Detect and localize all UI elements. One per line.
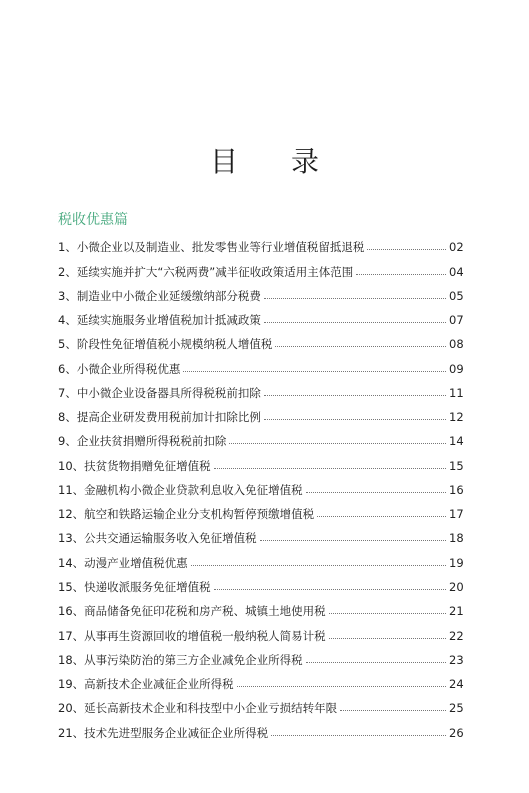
toc-item-title: 航空和铁路运输企业分支机构暂停预缴增值税 [84, 507, 315, 522]
toc-leader-dots [317, 516, 446, 517]
toc-item[interactable] [58, 254, 463, 278]
toc-item-number: 7、 [58, 385, 77, 400]
toc-item-title: 小微企业所得税优惠 [76, 361, 181, 376]
toc-item-number: 2、 [58, 264, 77, 279]
toc-item-number: 21、 [58, 725, 85, 740]
toc-item-title: 公共交通运输服务收入免征增值税 [84, 531, 257, 546]
toc-item-page: 22 [449, 628, 464, 643]
toc-item[interactable] [58, 497, 463, 521]
toc-leader-dots [214, 468, 446, 469]
toc-item-number: 11、 [58, 482, 85, 497]
toc-item-page: 16 [449, 482, 464, 497]
toc-item[interactable] [58, 400, 463, 424]
toc-item[interactable] [58, 230, 463, 254]
toc-item-number: 8、 [58, 410, 77, 425]
toc-item-title: 从事再生资源回收的增值税一般纳税人简易计税 [84, 628, 326, 643]
toc-item-title: 阶段性免征增值税小规模纳税人增值税 [76, 337, 273, 352]
toc-item-page: 14 [449, 434, 464, 449]
toc-item-page: 21 [449, 604, 464, 619]
toc-item[interactable] [58, 473, 463, 497]
table-of-contents [58, 230, 463, 740]
toc-item-page: 17 [449, 507, 464, 522]
toc-item[interactable] [58, 667, 463, 691]
toc-item-number: 16、 [58, 604, 85, 619]
toc-item-page: 02 [449, 240, 464, 255]
toc-item-number: 15、 [58, 579, 85, 594]
toc-item-page: 12 [449, 410, 464, 425]
toc-leader-dots [183, 371, 446, 372]
toc-leader-dots [264, 395, 446, 396]
toc-item-title: 延续实施并扩大“六税两费”减半征收政策适用主体范围 [76, 264, 354, 279]
toc-leader-dots [191, 565, 446, 566]
toc-item-title: 中小微企业设备器具所得税税前扣除 [76, 385, 261, 400]
toc-item-number: 4、 [58, 313, 77, 328]
toc-leader-dots [264, 298, 446, 299]
toc-leader-dots [367, 249, 446, 250]
toc-item-title: 金融机构小微企业贷款利息收入免征增值税 [84, 482, 303, 497]
toc-item-number: 12、 [58, 507, 85, 522]
toc-item-page: 09 [449, 361, 464, 376]
toc-item-page: 24 [449, 677, 464, 692]
toc-item-number: 6、 [58, 361, 77, 376]
toc-item[interactable] [58, 594, 463, 618]
toc-item-number: 18、 [58, 652, 85, 667]
toc-item-title: 提高企业研发费用税前加计扣除比例 [76, 410, 261, 425]
toc-item[interactable] [58, 521, 463, 545]
toc-item-title: 扶贫货物捐赠免征增值税 [84, 458, 211, 473]
toc-item-number: 1、 [58, 240, 77, 255]
toc-item[interactable] [58, 424, 463, 448]
toc-leader-dots [340, 710, 446, 711]
toc-item-page: 18 [449, 531, 464, 546]
toc-item[interactable] [58, 327, 463, 351]
toc-item-title: 制造业中小微企业延缓缴纳部分税费 [76, 288, 261, 303]
toc-item[interactable] [58, 643, 463, 667]
toc-item-page: 23 [449, 652, 464, 667]
toc-leader-dots [237, 686, 446, 687]
toc-leader-dots [229, 443, 446, 444]
toc-item-page: 15 [449, 458, 464, 473]
toc-leader-dots [264, 419, 446, 420]
toc-item-number: 9、 [58, 434, 77, 449]
toc-leader-dots [271, 735, 446, 736]
toc-leader-dots [264, 322, 446, 323]
toc-leader-dots [306, 662, 446, 663]
toc-item-page: 25 [449, 701, 464, 716]
toc-leader-dots [329, 638, 446, 639]
toc-item-page: 11 [449, 385, 464, 400]
toc-item[interactable] [58, 691, 463, 715]
toc-item[interactable] [58, 618, 463, 642]
toc-item[interactable] [58, 351, 463, 375]
toc-item-number: 17、 [58, 628, 85, 643]
toc-leader-dots [275, 346, 446, 347]
toc-item-title: 延续实施服务业增值税加计抵减政策 [76, 313, 261, 328]
toc-item[interactable] [58, 448, 463, 472]
toc-item-page: 05 [449, 288, 464, 303]
toc-item-title: 企业扶贫捐赠所得税税前扣除 [76, 434, 227, 449]
toc-item-number: 14、 [58, 555, 85, 570]
toc-leader-dots [356, 274, 446, 275]
toc-item[interactable] [58, 545, 463, 569]
toc-leader-dots [329, 613, 446, 614]
toc-item[interactable] [58, 303, 463, 327]
toc-item-title: 快递收派服务免征增值税 [84, 579, 211, 594]
toc-item-number: 20、 [58, 701, 85, 716]
toc-item-page: 26 [449, 725, 464, 740]
toc-item-number: 5、 [58, 337, 77, 352]
toc-item-title: 高新技术企业减征企业所得税 [84, 677, 234, 692]
toc-item-number: 19、 [58, 677, 85, 692]
toc-item-page: 08 [449, 337, 464, 352]
toc-item-number: 10、 [58, 458, 85, 473]
toc-item-number: 3、 [58, 288, 77, 303]
toc-item-title: 延长高新技术企业和科技型中小企业亏损结转年限 [84, 701, 338, 716]
page-title: 目 录 [210, 145, 341, 178]
toc-item-title: 商品储备免征印花税和房产税、城镇土地使用税 [84, 604, 326, 619]
toc-item[interactable] [58, 715, 463, 739]
toc-leader-dots [214, 589, 446, 590]
toc-item[interactable] [58, 570, 463, 594]
toc-leader-dots [260, 540, 446, 541]
toc-item-page: 04 [449, 264, 464, 279]
toc-item-page: 20 [449, 579, 464, 594]
toc-item-number: 13、 [58, 531, 85, 546]
toc-item-title: 小微企业以及制造业、批发零售业等行业增值税留抵退税 [76, 240, 365, 255]
toc-item[interactable] [58, 279, 463, 303]
toc-item-page: 19 [449, 555, 464, 570]
toc-leader-dots [306, 492, 446, 493]
toc-item-title: 动漫产业增值税优惠 [84, 555, 188, 570]
section-heading: 税收优惠篇 [58, 212, 128, 228]
toc-item-title: 从事污染防治的第三方企业减免企业所得税 [84, 652, 303, 667]
toc-item-page: 07 [449, 313, 464, 328]
toc-item[interactable] [58, 376, 463, 400]
toc-item-title: 技术先进型服务企业减征企业所得税 [84, 725, 269, 740]
